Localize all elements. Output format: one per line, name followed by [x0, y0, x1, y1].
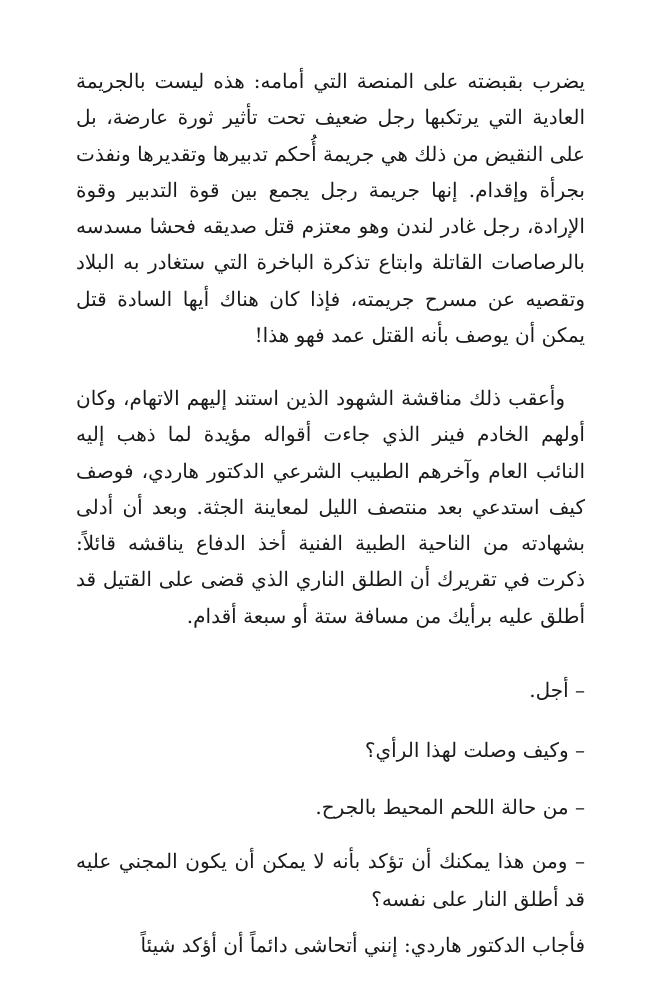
- paragraph-witness-examination: وأعقب ذلك مناقشة الشهود الذين استند إليهم الاتهام، وكان أولهم الخادم فينر الذي جاءت أقواله مؤيدة لما ذهب إليه النائب العام وآخرهم الطبيب الشرعي الدكتور هاردي، فوصف كيف استدعي بعد منتصف الليل لمعاينة الجثة. وبعد أن أدلى بشهادته من الناحية الطبية الفنية أخذ الدفاع يناقشه قائلاً: ذكرت في تقريرك أن الطلق الناري الذي قضى على القتيل قد أطلق عليه برأيك من مسافة ستة أو سبعة أقدام.: [76, 386, 585, 628]
- dialogue-line-4: – ومن هذا يمكنك أن تؤكد بأنه لا يمكن أن يكون المجني عليه قد أطلق النار على نفسه؟: [76, 849, 585, 911]
- dialogue-line-2: – وكيف وصلت لهذا الرأي؟: [364, 738, 585, 762]
- paragraph-prosecution-speech: يضرب بقبضته على المنصة التي أمامه: هذه ليست بالجريمة العادية التي يرتكبها رجل ضعيف تحت تأثير ثورة عارضة، بل على النقيض من ذلك هي جريمة أُحكم تدبيرها وتقديرها ونفذت بجرأة وإقدام. إنها جريمة رجل يجمع بين قوة التدبير وقوة الإرادة، رجل غادر لندن وهو معتزم قتل صديقه فحشا مسدسه بالرصاصات القاتلة وابتاع تذكرة الباخرة التي ستغادر به البلاد وتقصيه عن مسرح جريمته، فإذا كان هناك أيها السادة قتل يمكن أن يوصف بأنه القتل عمد فهو هذا!: [76, 69, 585, 348]
- dialogue-line-1: – أجل.: [529, 678, 585, 702]
- paragraph-doctor-reply: فأجاب الدكتور هاردي: إنني أتحاشى دائماً أن أؤكد شيئاً: [140, 933, 585, 957]
- dialogue-line-3: – من حالة اللحم المحيط بالجرح.: [315, 795, 585, 819]
